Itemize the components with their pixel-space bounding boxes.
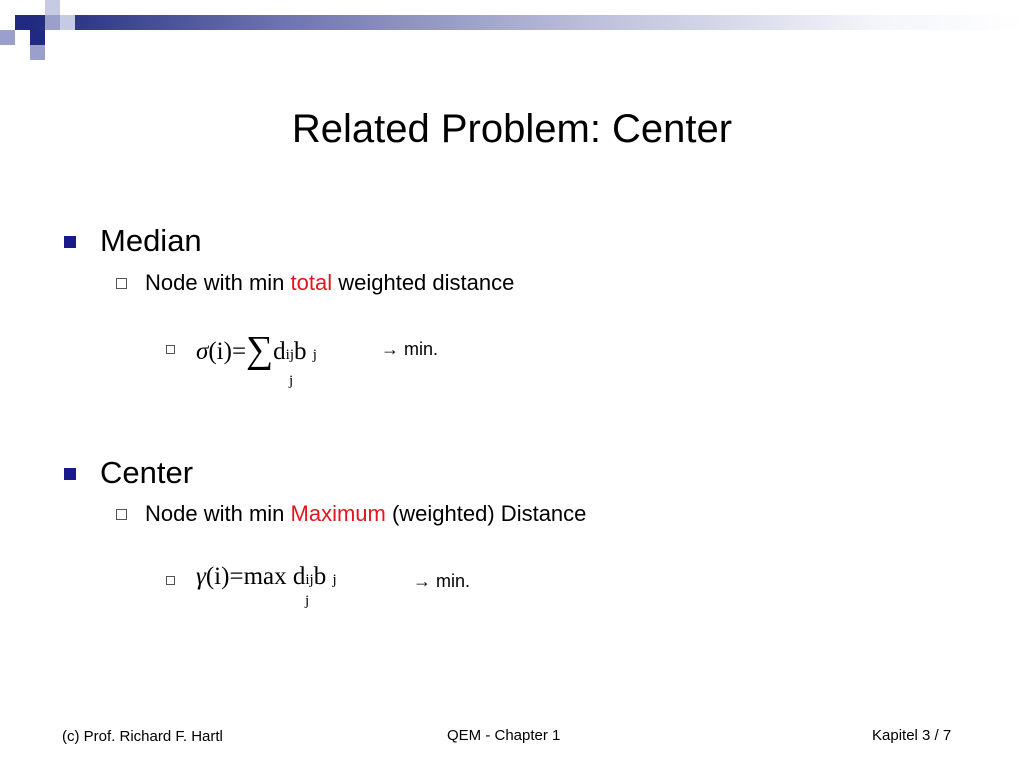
weight-subscript: j xyxy=(332,572,337,588)
weight-term: b xyxy=(313,563,327,590)
weight-term: b xyxy=(294,338,307,365)
equals-sign: = xyxy=(231,338,247,365)
minimize-goal: → min. xyxy=(413,571,471,591)
hollow-bullet-icon xyxy=(166,345,175,354)
weight-subscript: j xyxy=(312,347,317,363)
bullet-square-icon xyxy=(64,236,76,248)
footer-chapter: QEM - Chapter 1 xyxy=(447,727,561,744)
hollow-bullet-icon xyxy=(166,576,175,585)
header-decoration xyxy=(0,0,1024,64)
description-text: Node with min xyxy=(145,501,291,526)
max-operator: max xyxy=(243,563,287,590)
description-text: (weighted) Distance xyxy=(385,501,587,526)
header-gradient-bar xyxy=(30,15,1024,30)
median-formula xyxy=(196,329,317,371)
highlight-text: total xyxy=(290,270,333,295)
equals-sign: = xyxy=(229,563,244,590)
deco-square xyxy=(30,30,45,45)
deco-square xyxy=(45,15,60,30)
sigma-symbol: σ xyxy=(196,338,209,365)
gamma-symbol: γ xyxy=(196,563,206,590)
page-title: Related Problem: Center xyxy=(291,107,733,151)
formula-argument: (i) xyxy=(205,563,230,590)
hollow-bullet-icon xyxy=(116,509,127,520)
bullet-square-icon xyxy=(64,468,76,480)
footer-author: (c) Prof. Richard F. Hartl xyxy=(62,728,223,745)
deco-square xyxy=(30,45,45,60)
section-heading-center: Center xyxy=(100,455,194,490)
distance-subscript: ij xyxy=(305,572,314,588)
highlight-text: Maximum xyxy=(290,501,386,526)
summation-operator: ∑ xyxy=(246,329,274,371)
median-description xyxy=(145,269,514,297)
deco-square xyxy=(60,15,75,30)
max-index: j xyxy=(305,593,310,609)
description-text: Node with min xyxy=(145,270,291,295)
hollow-bullet-icon xyxy=(116,278,127,289)
footer-page-number: Kapitel 3 / 7 xyxy=(872,727,952,744)
section-heading-median: Median xyxy=(100,223,202,258)
distance-subscript: ij xyxy=(285,347,294,363)
description-text: weighted distance xyxy=(332,270,515,295)
distance-term: d xyxy=(292,563,306,590)
minimize-goal: → min. xyxy=(381,339,439,359)
distance-term: d xyxy=(273,338,286,365)
formula-argument: (i) xyxy=(208,338,232,365)
center-formula xyxy=(196,562,337,595)
center-description xyxy=(145,500,586,528)
deco-square xyxy=(45,0,60,15)
sum-index: j xyxy=(289,373,294,389)
deco-square xyxy=(0,30,15,45)
deco-square xyxy=(15,15,30,30)
